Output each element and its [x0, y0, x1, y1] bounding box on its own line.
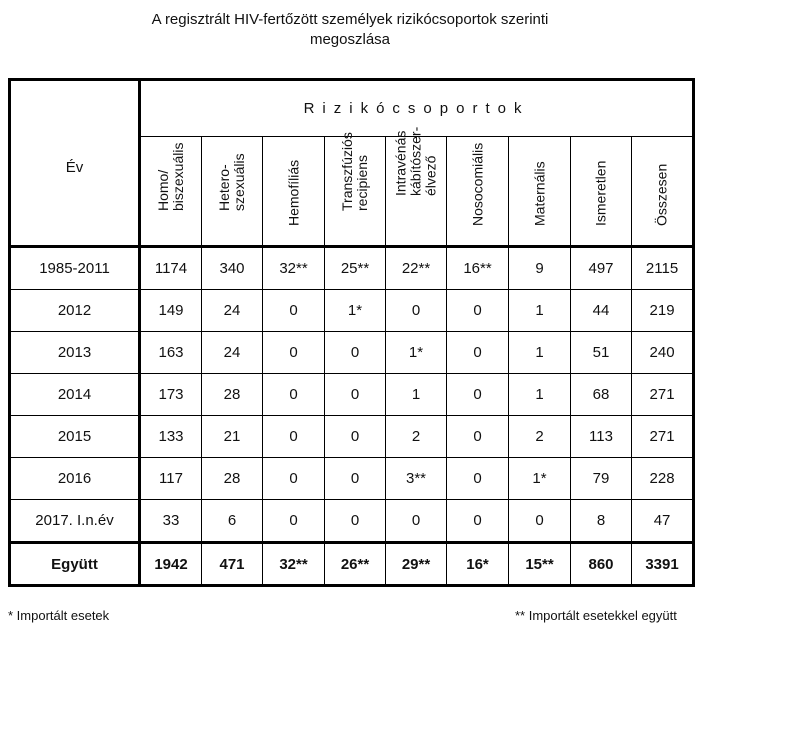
table-row — [10, 247, 694, 290]
column-header-label: Homo/ biszexuális — [155, 142, 186, 211]
value-cell: 0 — [325, 416, 386, 458]
value-cell: 0 — [263, 290, 325, 332]
value-cell: 113 — [571, 416, 632, 458]
value-cell: 1* — [325, 290, 386, 332]
risk-group-table — [8, 78, 695, 587]
value-cell: 9 — [509, 247, 571, 290]
value-cell: 1* — [386, 332, 447, 374]
value-cell: 8 — [571, 500, 632, 543]
value-cell: 117 — [140, 458, 202, 500]
total-value-cell: 16* — [447, 543, 509, 586]
value-cell: 1 — [386, 374, 447, 416]
value-cell: 497 — [571, 247, 632, 290]
value-cell: 1* — [509, 458, 571, 500]
value-cell: 3** — [386, 458, 447, 500]
value-cell: 22** — [386, 247, 447, 290]
value-cell: 163 — [140, 332, 202, 374]
total-value-cell: 29** — [386, 543, 447, 586]
value-cell: 24 — [202, 332, 263, 374]
value-cell: 0 — [447, 416, 509, 458]
value-cell: 0 — [263, 500, 325, 543]
year-cell: 2013 — [10, 332, 140, 374]
value-cell: 0 — [325, 500, 386, 543]
value-cell: 16** — [447, 247, 509, 290]
column-header — [632, 137, 694, 247]
value-cell: 0 — [447, 458, 509, 500]
value-cell: 32** — [263, 247, 325, 290]
year-cell: 2017. I.n.év — [10, 500, 140, 543]
year-cell: 2015 — [10, 416, 140, 458]
value-cell: 24 — [202, 290, 263, 332]
table-row — [10, 332, 694, 374]
column-header-label: Maternális — [531, 161, 547, 226]
total-value-cell: 15** — [509, 543, 571, 586]
value-cell: 2 — [386, 416, 447, 458]
column-header — [386, 126, 447, 247]
value-cell: 0 — [263, 332, 325, 374]
table-row — [10, 458, 694, 500]
value-cell: 25** — [325, 247, 386, 290]
table-row — [10, 374, 694, 416]
value-cell: 6 — [202, 500, 263, 543]
column-header-label: Nosocomiális — [469, 142, 485, 226]
total-value-cell: 860 — [571, 543, 632, 586]
table-row — [10, 500, 694, 543]
value-cell: 21 — [202, 416, 263, 458]
column-header-label: Összesen — [653, 163, 670, 226]
value-cell: 0 — [386, 500, 447, 543]
total-label: Együtt — [10, 543, 140, 586]
value-cell: 0 — [325, 458, 386, 500]
column-header — [571, 137, 632, 247]
total-value-cell: 26** — [325, 543, 386, 586]
column-header-label: Hemofíliás — [285, 159, 301, 226]
value-cell: 2115 — [632, 247, 694, 290]
table-row — [10, 416, 694, 458]
column-header-label: Transzfúziós recipiens — [339, 132, 370, 211]
table-row — [10, 290, 694, 332]
value-cell: 47 — [632, 500, 694, 543]
value-cell: 51 — [571, 332, 632, 374]
value-cell: 219 — [632, 290, 694, 332]
column-header-label: Hetero- szexuális — [216, 153, 247, 211]
year-cell: 2014 — [10, 374, 140, 416]
column-header — [140, 137, 202, 247]
year-header: Év — [10, 80, 140, 247]
value-cell: 228 — [632, 458, 694, 500]
value-cell: 149 — [140, 290, 202, 332]
value-cell: 271 — [632, 374, 694, 416]
total-value-cell: 471 — [202, 543, 263, 586]
value-cell: 240 — [632, 332, 694, 374]
value-cell: 28 — [202, 374, 263, 416]
year-cell: 2012 — [10, 290, 140, 332]
total-value-cell: 32** — [263, 543, 325, 586]
value-cell: 0 — [263, 416, 325, 458]
column-header — [202, 137, 263, 247]
value-cell: 1 — [509, 374, 571, 416]
value-cell: 44 — [571, 290, 632, 332]
column-header — [509, 137, 571, 247]
value-cell: 173 — [140, 374, 202, 416]
value-cell: 0 — [325, 374, 386, 416]
value-cell: 1 — [509, 290, 571, 332]
column-header — [263, 137, 325, 247]
value-cell: 0 — [263, 458, 325, 500]
column-header-label: Ismeretlen — [592, 160, 609, 226]
title-line-2: megoszlása — [309, 31, 391, 48]
column-header — [325, 132, 386, 247]
total-value-cell: 1942 — [140, 543, 202, 586]
year-cell: 2016 — [10, 458, 140, 500]
value-cell: 2 — [509, 416, 571, 458]
column-header-label: Intravénás kábítószer- élvező — [392, 126, 439, 196]
value-cell: 0 — [386, 290, 447, 332]
value-cell: 68 — [571, 374, 632, 416]
value-cell: 0 — [447, 500, 509, 543]
value-cell: 33 — [140, 500, 202, 543]
table-title — [0, 10, 700, 50]
value-cell: 0 — [447, 290, 509, 332]
column-header — [447, 137, 509, 247]
value-cell: 28 — [202, 458, 263, 500]
value-cell: 79 — [571, 458, 632, 500]
footnote-imported-included: ** Importált esetekkel együtt — [515, 608, 677, 623]
value-cell: 1174 — [140, 247, 202, 290]
value-cell: 340 — [202, 247, 263, 290]
footnote-imported: * Importált esetek — [8, 608, 110, 623]
risk-group-header: Rizikócsoportok — [140, 80, 694, 137]
value-cell: 0 — [509, 500, 571, 543]
value-cell: 0 — [325, 332, 386, 374]
total-row — [10, 543, 694, 586]
value-cell: 133 — [140, 416, 202, 458]
total-value-cell: 3391 — [632, 543, 694, 586]
value-cell: 0 — [263, 374, 325, 416]
title-line-1: A regisztrált HIV-fertőzött személyek rizikócsoportok szerinti — [151, 11, 549, 28]
value-cell: 0 — [447, 374, 509, 416]
year-cell: 1985-2011 — [10, 247, 140, 290]
value-cell: 1 — [509, 332, 571, 374]
value-cell: 271 — [632, 416, 694, 458]
value-cell: 0 — [447, 332, 509, 374]
